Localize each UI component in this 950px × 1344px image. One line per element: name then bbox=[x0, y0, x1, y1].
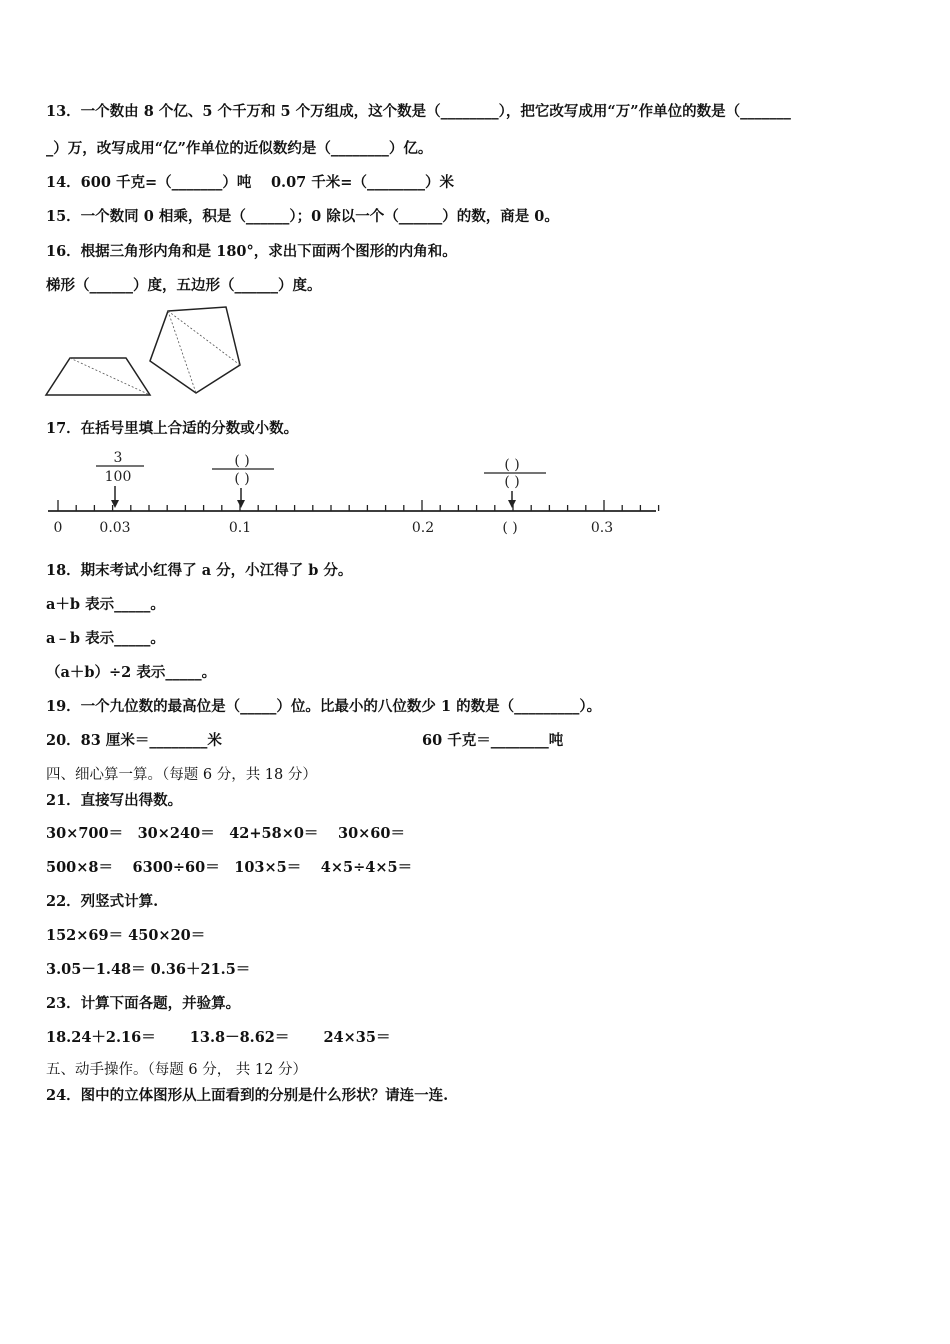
q15: 15．一个数同 0 相乘，积是（______）；0 除以一个（______）的数，商是 0。 bbox=[46, 208, 559, 225]
q22-row1: 152×69＝ 450×20＝ bbox=[46, 927, 206, 944]
q23-title: 23．计算下面各题，并验算。 bbox=[46, 995, 241, 1012]
q22-row2: 3.05－1.48＝ 0.36＋21.5＝ bbox=[46, 961, 251, 978]
pentagon-figure bbox=[150, 307, 240, 393]
q20-right: 60 千克＝________吨 bbox=[422, 732, 564, 749]
q18-line2: a＋b 表示_____。 bbox=[46, 596, 165, 613]
q13-line2: _）万，改写成用“亿”作单位的近似数约是（________）亿。 bbox=[46, 140, 433, 157]
q16-line1: 16．根据三角形内角和是 180°，求出下面两个图形的内角和。 bbox=[46, 243, 457, 260]
q21-row2: 500×8＝ 6300÷60＝ 103×5＝ 4×5÷4×5＝ bbox=[46, 859, 413, 876]
tick-label: 0.3 bbox=[590, 520, 614, 536]
q18-line3: a﹣b 表示_____。 bbox=[46, 630, 165, 647]
blank-fraction-top: ( ) bbox=[234, 453, 250, 469]
q19: 19．一个九位数的最高位是（_____）位。比最小的八位数少 1 的数是（_________）。 bbox=[46, 698, 602, 715]
polygon-figures bbox=[44, 303, 244, 399]
q18-line4: （a＋b）÷2 表示_____。 bbox=[46, 664, 217, 681]
q24: 24．图中的立体图形从上面看到的分别是什么形状？请连一连. bbox=[46, 1087, 449, 1104]
q20-left: 20．83 厘米＝________米 bbox=[46, 732, 222, 749]
tick-label: 0 bbox=[53, 520, 63, 536]
trapezoid-figure bbox=[46, 358, 150, 395]
number-line-ticks bbox=[58, 500, 664, 511]
tick-label: 0.1 bbox=[228, 520, 252, 536]
down-arrow-icon bbox=[237, 500, 245, 508]
blank-fraction-bottom: ( ) bbox=[234, 471, 250, 487]
tick-label: ( ) bbox=[502, 520, 518, 536]
q14: 14．600 千克=（_______）吨 0.07 千米=（________）米 bbox=[46, 174, 454, 191]
q16-line2: 梯形（______）度，五边形（______）度。 bbox=[46, 277, 322, 294]
q21-row1: 30×700＝ 30×240＝ 42+58×0＝ 30×60＝ bbox=[46, 825, 405, 842]
q23-row1: 18.24＋2.16＝ 13.8－8.62＝ 24×35＝ bbox=[46, 1029, 391, 1046]
q21-title: 21．直接写出得数。 bbox=[46, 792, 183, 809]
tick-label: 0.2 bbox=[411, 520, 435, 536]
q22-title: 22．列竖式计算. bbox=[46, 893, 159, 910]
q17: 17．在括号里填上合适的分数或小数。 bbox=[46, 420, 299, 437]
tick-label: 0.03 bbox=[99, 520, 131, 536]
number-line-figure bbox=[44, 448, 664, 544]
fraction-denominator: 100 bbox=[104, 469, 132, 485]
q13-line1: 13．一个数由 8 个亿、5 个千万和 5 个万组成，这个数是（________），把它改写成用“万”作单位的数是（_______ bbox=[46, 103, 791, 120]
q18-line1: 18．期末考试小红得了 a 分，小江得了 b 分。 bbox=[46, 562, 353, 579]
down-arrow-icon bbox=[508, 500, 516, 508]
blank-fraction-bottom: ( ) bbox=[504, 474, 520, 490]
section-5-heading: 五、动手操作。（每题 6 分， 共 12 分） bbox=[46, 1062, 307, 1078]
fraction-numerator: 3 bbox=[113, 450, 123, 466]
section-4-heading: 四、细心算一算。（每题 6 分，共 18 分） bbox=[46, 767, 317, 783]
blank-fraction-top: ( ) bbox=[504, 457, 520, 473]
